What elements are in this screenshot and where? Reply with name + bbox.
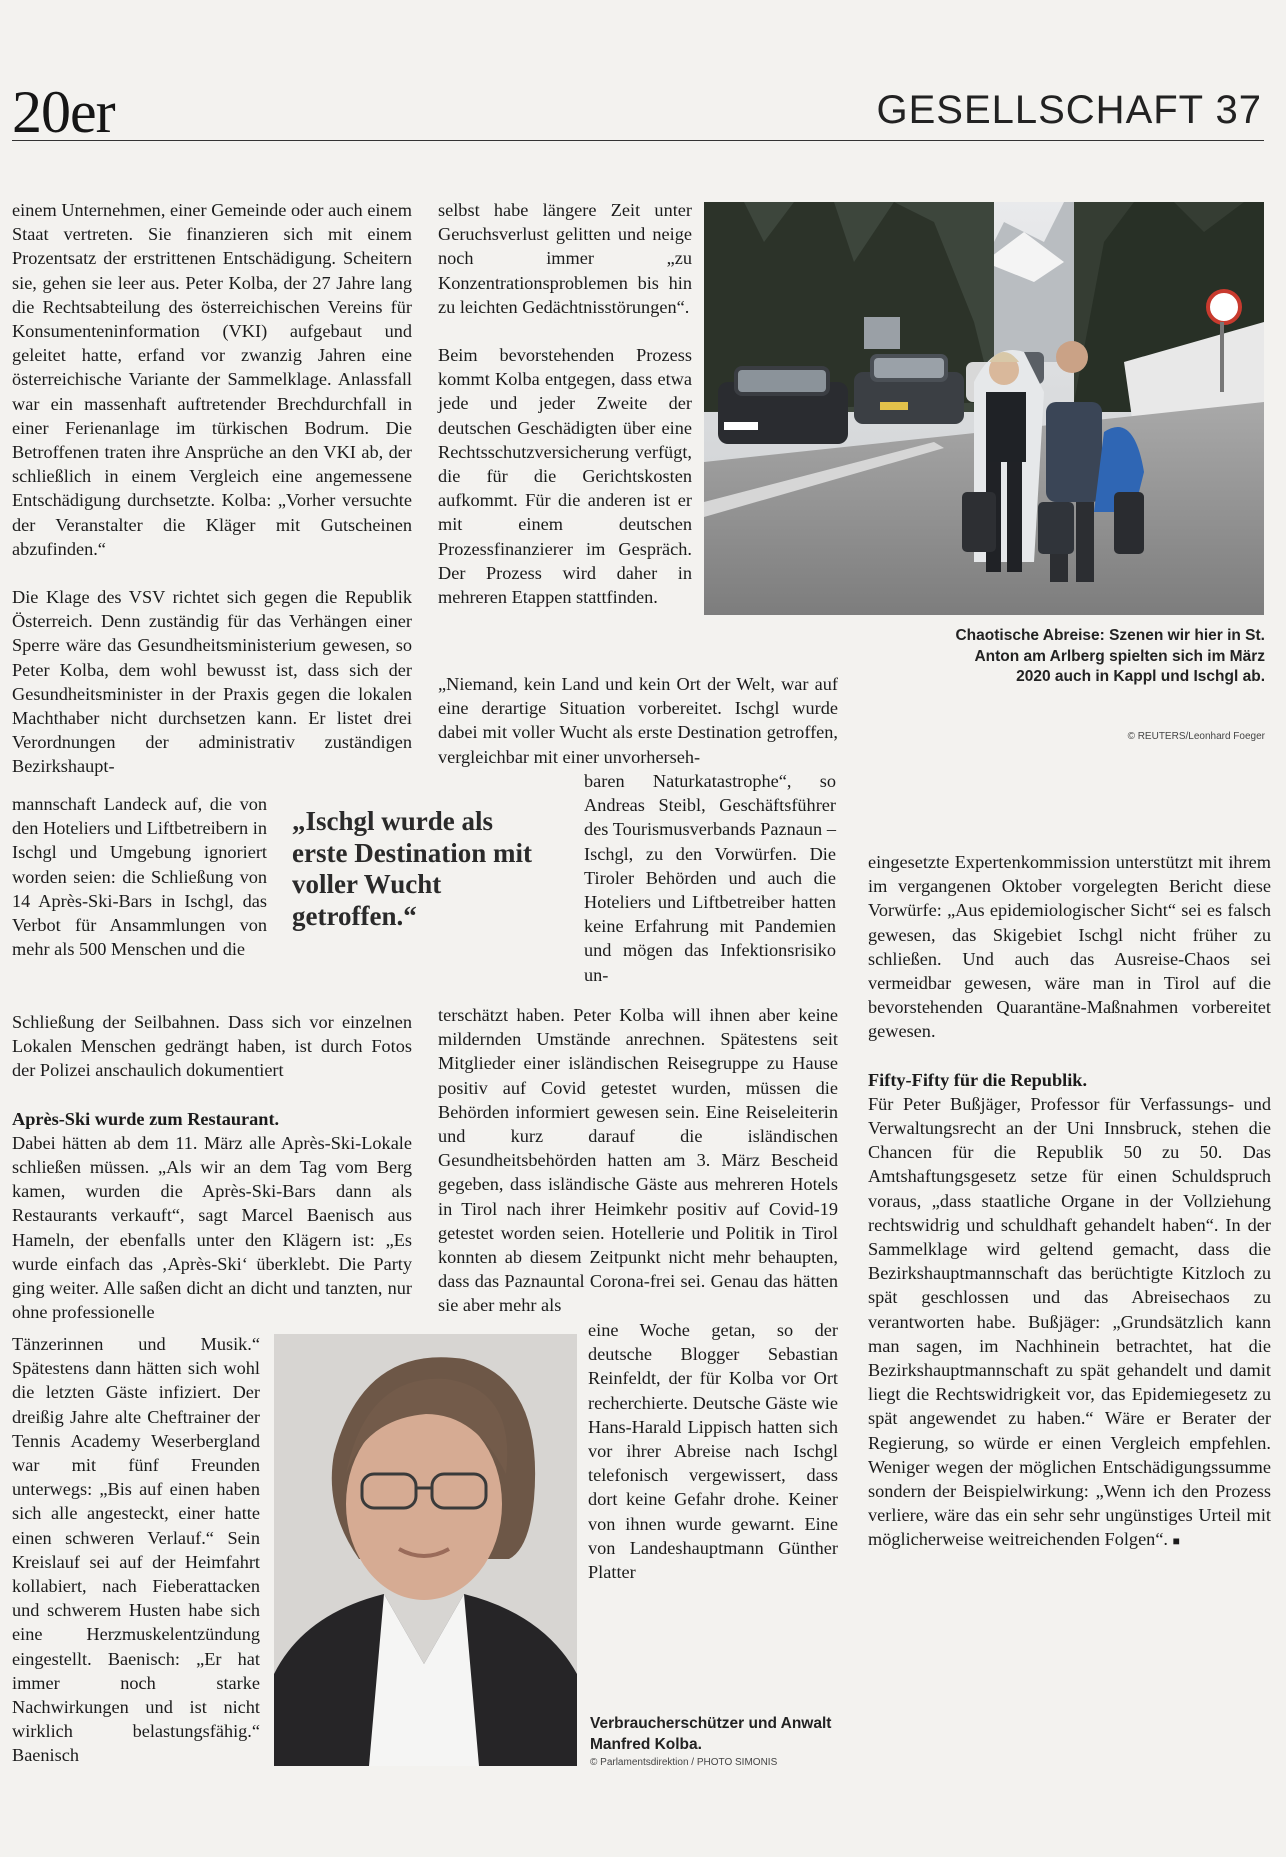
- paragraph-text: Für Peter Bußjäger, Professor für Verfassungs- und Verwaltungsrecht an der Uni Innsbruck, stehen die Chancen für die Republik 50 zu 50. Das Amtshaftungsgesetz setze für einen Schuldspruch voraus, „dass staatliche Organe in der Vollziehung rechtswidrig und schuldhaft gehandelt haben“. In der Sammelklage wird geltend gemacht, dass die Bezirkshauptmannschaft das berüchtigte Kitzloch zu spät geschlossen und das Abreisechaos zu verantworten habe. Bußjäger: „Grundsätzlich kann man sagen, im Nachhinein betrachtet, hat die Bezirkshauptmannschaft zu spät gehandelt und damit liegt die Rechtswidrigkeit vor, das Epidemiegesetz zu spät angewendet zu haben.“ Wäre er Berater der Regierung, so würde er einen Vergleich empfehlen. Weniger wegen der möglichen Entschädigungssumme sondern der Beispielwirkung: „Wenn ich den Prozess verliere, wäre das ein sehr sehr ungünstiges Urteil mit möglicherweise weitreichenden Folgen“.: [868, 1093, 1271, 1550]
- subheading: Après-Ski wurde zum Restaurant.: [12, 1108, 280, 1129]
- paragraph: Beim bevorstehenden Prozess kommt Kolba entgegen, dass etwa jede und jeder Zweite der deutschen Geschädigten über eine Rechtsschutzversicherung verfügt, die für die Gerichtskosten aufkommt. Für die anderen ist er mit einem deutschen Prozessfinanzierer im Gespräch. Der Prozess wird daher in mehreren Etappen stattfinden.: [438, 345, 692, 608]
- portrait-caption: Verbraucherschützer und Anwalt Manfred Kolba.: [590, 1715, 832, 1753]
- paragraph: baren Naturkatastrophe“, so Andreas Steibl, Geschäftsführer des Tourismusverbands Paznaun – Ischgl, zu den Vorwürfen. Die Tiroler Behörden und auch die Hoteliers und Liftbetreiber hatten keine Erfahrung mit Pandemien und mögen das Infektionsrisiko un-: [584, 771, 836, 985]
- paragraph: Die Klage des VSV richtet sich gegen die Republik Österreich. Denn zuständig für das Verhängen einer Sperre wäre das Gesundheitsministerium gewesen, so Peter Kolba, dem wohl bewusst ist, dass sich der Gesundheitsminister in der Praxis gegen die lokalen Machthaber nicht durchsetzen kann. Er listet drei Verordnungen der administrativ zuständigen Bezirkshaupt-: [12, 587, 412, 777]
- portrait-photo-image: [274, 1334, 577, 1766]
- departure-photo-image: [704, 202, 1264, 615]
- column-3: [868, 850, 1271, 1554]
- paragraph: einem Unternehmen, einer Gemeinde oder auch einem Staat vertreten. Sie finanzieren sich mit einem Prozentsatz der erstrittenen Entschädigung. Scheitern sie, gehen sie leer aus. Peter Kolba, der 27 Jahre lang die Rechtsabteilung des österreichischen Vereins für Konsumenteninformation (VKI) aufgebaut und geleitet hatte, erfand vor zwanzig Jahren eine österreichische Variante der Sammelklage. Anlassfall war ein massenhaft auftretender Brechdurchfall in einer Ferienanlage im türkischen Bodrum. Die Betroffenen traten ihre Ansprüche an den VKI ab, der schließlich in einem Vergleich eine angemessene Entschädigung durchsetzte. Kolba: „Vorher versuchte der Veranstalter die Kläger mit Gutscheinen abzufinden.“: [12, 200, 412, 559]
- paragraph: eine Woche getan, so der deutsche Blogger Sebastian Reinfeldt, der für Kolba vor Ort recherchierte. Deutsche Gäste wie Hans-Harald Lippisch hatten sich vor ihrer Abreise nach Ischgl telefonisch vergewissert, dass dort keine Gefahr drohe. Keiner von ihnen wurde gewarnt. Eine von Landeshauptmann Günther Platter: [588, 1320, 838, 1583]
- pull-quote: „Ischgl wurde als erste Destination mit voller Wucht getroffen.“: [292, 806, 532, 931]
- column-1-bottom: [12, 1332, 260, 1768]
- paragraph: selbst habe längere Zeit unter Geruchsverlust gelitten und neige noch immer „zu Konzentrationsproblemen bis hin zu leichten Gedächtnisstörungen“.: [438, 200, 692, 317]
- section-name-right: GESELLSCHAFT 37: [876, 88, 1262, 132]
- column-2-lower: [438, 1003, 838, 1318]
- section-name-left: 20er: [12, 79, 115, 145]
- end-mark-icon: ■: [1172, 1534, 1180, 1549]
- column-1-wrap: [12, 792, 267, 961]
- column-2-wrap: [584, 769, 836, 987]
- paragraph: eingesetzte Expertenkommission unterstützt mit ihrem im vergangenen Oktober vorgelegten Bericht diese Vorwürfe: „Aus epidemiologischer Sicht“ sei es falsch gewesen, das Skigebiet Ischgl nicht früher zu schließen. Und auch das Ausreise-Chaos sei vermeidbar gewesen, wäre man in Tirol auf die bevorstehenden Quarantäne-Maßnahmen vorbereitet gewesen.: [868, 852, 1271, 1042]
- paragraph: Tänzerinnen und Musik.“ Spätestens dann hätten sich wohl die letzten Gäste infiziert. Der dreißig Jahre alte Cheftrainer der Tennis Academy Weserbergland war mit fünf Freunden unterwegs: „Bis auf einen haben sich alle angesteckt, einer hatte einen schweren Verlauf.“ Sein Kreislauf sei auf der Heimfahrt kollabiert, nach Fieberattacken und schwerem Husten habe sich eine Herzmuskelentzündung eingestellt. Baenisch: „Er hat immer noch starke Nachwirkungen und ist nicht wirklich belastungsfähig.“ Baenisch: [12, 1334, 260, 1766]
- header-rule: [12, 140, 1264, 141]
- paragraph: terschätzt haben. Peter Kolba will ihnen aber keine mildernden Umstände anrechnen. Spätestens seit Mitglieder einer isländischen Reisegruppe zu Hause positiv auf Covid getestet wurden, müssen die Behörden informiert gewesen sein. Eine Reiseleiterin und kurz darauf die isländischen Gesundheitsbehörden hatten am 3. März Bescheid gegeben, dass isländische Gäste aus mehreren Hotels in Tirol nach ihrer Heimkehr positiv auf Covid-19 getestet worden seien. Hotellerie und Politik in Tirol konnten ab diesem Zeitpunkt nicht mehr behaupten, dass das Paznauntal Corona-frei sei. Genau das hätten sie aber mehr als: [438, 1005, 838, 1316]
- column-1-top: [12, 198, 412, 779]
- top-photo-caption: Chaotische Abreise: Szenen wir hier in St. Anton am Arlberg spielten sich im März 2020 auch in Kappl und Ischgl ab.: [955, 627, 1265, 685]
- subheading: Fifty-Fifty für die Republik.: [868, 1069, 1088, 1090]
- portrait-photo: [274, 1334, 577, 1766]
- column-2-mid: [438, 672, 838, 769]
- column-2-top: [438, 198, 692, 609]
- paragraph: [868, 1092, 1271, 1554]
- paragraph: Dabei hätten ab dem 11. März alle Après-Ski-Lokale schließen müssen. „Als wir an dem Tag vom Berg kamen, wurden die Après-Ski-Bars dann als Restaurants verkauft“, sagt Marcel Baenisch aus Hameln, der ebenfalls unter den Klägern ist: „Es wurde einfach das ‚Après-Ski‘ überklebt. Die Party ging weiter. Alle saßen dicht an dicht und tanzten, nur ohne professionelle: [12, 1132, 412, 1323]
- paragraph: Schließung der Seilbahnen. Dass sich vor einzelnen Lokalen Menschen gedrängt haben, ist durch Fotos der Polizei anschaulich dokumentiert: [12, 1012, 412, 1081]
- top-photo-credit: © REUTERS/Leonhard Foeger: [1127, 731, 1265, 742]
- portrait-credit: © Parlamentsdirektion / PHOTO SIMONIS: [590, 1757, 778, 1768]
- paragraph: mannschaft Landeck auf, die von den Hoteliers und Liftbetreibern in Ischgl und Umgebung ignoriert worden seien: die Schließung von 14 Après-Ski-Bars in Ischgl, das Verbot für Ansammlungen von mehr als 500 Menschen und die: [12, 794, 267, 960]
- column-2-bottom: [588, 1318, 838, 1584]
- departure-photo: [704, 202, 1264, 615]
- column-1-mid: [12, 1010, 412, 1324]
- paragraph: „Niemand, kein Land und kein Ort der Welt, war auf eine derartige Situation vorbereitet. Ischgl wurde dabei mit voller Wucht als erste Destination getroffen, vergleichbar mit einer unvorherseh-: [438, 674, 838, 767]
